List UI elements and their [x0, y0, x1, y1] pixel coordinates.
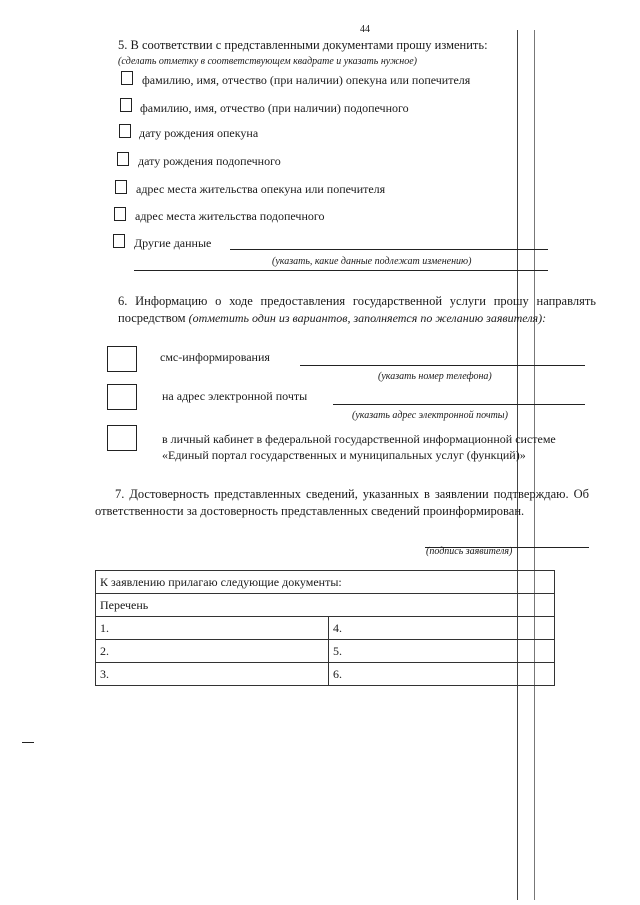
cabinet-checkbox[interactable]	[107, 425, 137, 451]
option-checkbox[interactable]	[120, 98, 132, 112]
email-label: на адрес электронной почты	[162, 389, 308, 403]
document-cell[interactable]: 5.	[329, 640, 555, 663]
section7-text: 7. Достоверность представленных сведений, указанных в заявлении подтверждаю. Об ответственности за достоверность представленных сведений проинформирован.	[95, 487, 589, 518]
option-label: фамилию, имя, отчество (при наличии) опекуна или попечителя	[142, 73, 471, 87]
documents-table-header: К заявлению прилагаю следующие документы:	[96, 571, 555, 594]
option-label: фамилию, имя, отчество (при наличии) подопечного	[140, 101, 409, 115]
margin-mark	[22, 742, 34, 743]
option-checkbox[interactable]	[119, 124, 131, 138]
document-cell[interactable]: 6.	[329, 663, 555, 686]
option-label: адрес места жительства опекуна или попечителя	[136, 182, 386, 196]
section6-text-start: 6. Информацию о ходе предоставления государственной услуги прошу направлять посредством	[118, 294, 596, 325]
option-checkbox[interactable]	[114, 207, 126, 221]
sms-label: смс-информирования	[160, 350, 270, 364]
documents-table	[95, 570, 555, 686]
option-label: Другие данные	[134, 236, 212, 250]
document-cell[interactable]: 3.	[96, 663, 329, 686]
option-checkbox[interactable]	[117, 152, 129, 166]
option-label: дату рождения опекуна	[139, 126, 259, 140]
option-checkbox[interactable]	[113, 234, 125, 248]
section6-text-hint: (отметить один из вариантов, заполняется по желанию заявителя):	[188, 310, 547, 325]
section5-hint: (сделать отметку в соответствующем квадрате и указать нужное)	[118, 56, 418, 67]
document-cell[interactable]: 1.	[96, 617, 329, 640]
option-label: дату рождения подопечного	[138, 154, 281, 168]
email-input-line[interactable]	[333, 404, 585, 405]
document-cell[interactable]: 4.	[329, 617, 555, 640]
scan-line	[534, 30, 535, 900]
page-number: 44	[360, 24, 370, 35]
section6-text	[118, 293, 596, 327]
email-hint: (указать адрес электронной почты)	[352, 410, 508, 421]
other-data-line[interactable]	[230, 249, 548, 250]
option-checkbox[interactable]	[115, 180, 127, 194]
signature-hint: (подпись заявителя)	[426, 546, 513, 557]
other-data-hint: (указать, какие данные подлежат изменению)	[272, 256, 472, 267]
option-checkbox[interactable]	[121, 71, 133, 85]
documents-list-label: Перечень	[96, 594, 555, 617]
phone-input-line[interactable]	[300, 365, 585, 366]
table-row	[96, 663, 555, 686]
table-row	[96, 617, 555, 640]
cabinet-label: в личный кабинет в федеральной государственной информационной системе «Единый портал государственных и муниципальных услуг (функций)»	[162, 432, 556, 462]
section5-heading: 5. В соответствии с представленными документами прошу изменить:	[118, 38, 488, 52]
sms-checkbox[interactable]	[107, 346, 137, 372]
email-checkbox[interactable]	[107, 384, 137, 410]
scan-line	[517, 30, 518, 900]
document-cell[interactable]: 2.	[96, 640, 329, 663]
table-row	[96, 640, 555, 663]
other-data-line-2[interactable]	[134, 270, 548, 271]
phone-hint: (указать номер телефона)	[378, 371, 492, 382]
option-label: адрес места жительства подопечного	[135, 209, 325, 223]
